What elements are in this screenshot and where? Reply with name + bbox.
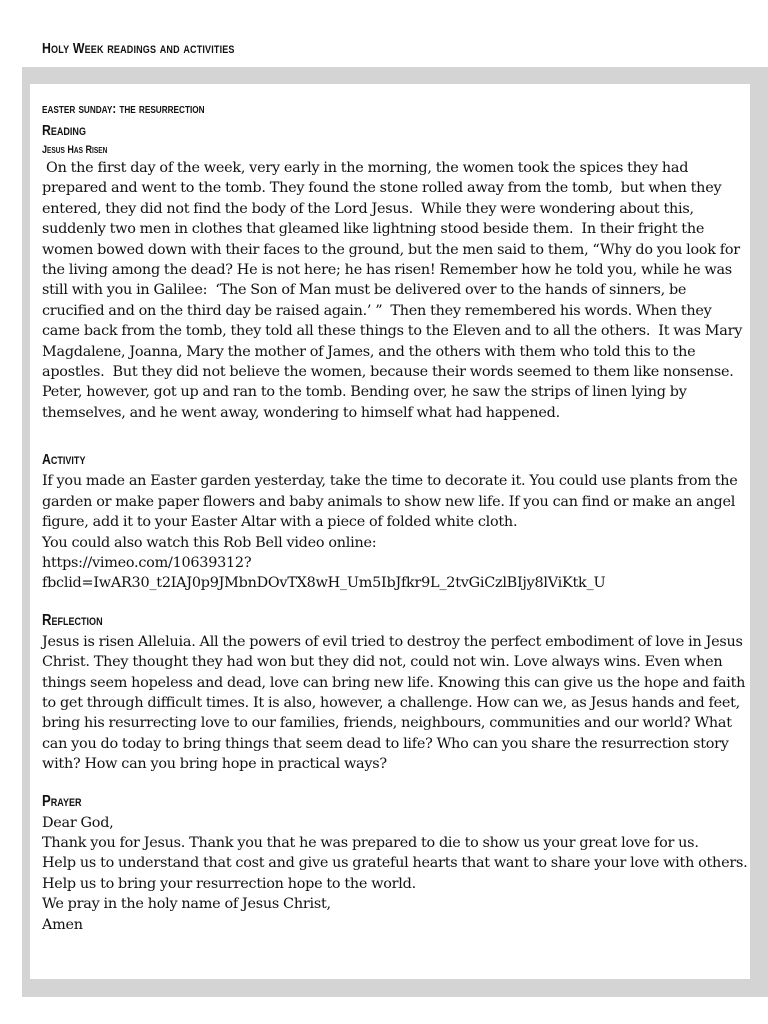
prayer-line: We pray in the holy name of Jesus Christ, <box>42 896 331 913</box>
activity-url-line-1[interactable]: https://vimeo.com/10639312? <box>42 554 252 571</box>
reflection-text: Jesus is risen Alleluia. All the powers of evil tried to destroy the perfect embodiment of love in Jesus Christ. They thought they had won but they did not, could not win. Love always wins. Even when things seem hopeless and dead, love can bring new life. Knowing this can give us the hope and faith to get through difficult times. It is also, however, a challenge. How can we, as Jesus hands and feet, bring his resurrecting love to our families, friends, neighbours, communities and our world? What can you do today to bring things that seem dead to life? Who can you share the resurrection story with? How can you bring hope in practical ways? <box>42 633 746 773</box>
prayer-line: Help us to understand that cost and give us grateful hearts that want to share your love with others. <box>42 855 748 872</box>
activity-video-line: You could also watch this Rob Bell video online: <box>42 534 377 551</box>
prayer-line: Dear God, <box>42 814 114 831</box>
reading-heading: Reading <box>42 122 86 139</box>
document-body <box>42 98 748 935</box>
prayer-line: Thank you for Jesus. Thank you that he was prepared to die to show us your great love for us. <box>42 834 699 851</box>
activity-text: If you made an Easter garden yesterday, take the time to decorate it. You could use plants from the garden or make paper flowers and baby animals to show new life. If you can find or make an angel figure, add it to your Easter Altar with a piece of folded white cloth. <box>42 473 738 531</box>
activity-heading: Activity <box>42 451 86 469</box>
prayer-heading: Prayer <box>42 792 82 810</box>
reflection-heading: Reflection <box>42 611 103 629</box>
reading-subheading: Jesus Has Risen <box>42 144 108 156</box>
activity-url-line-2[interactable]: fbclid=IwAR30_t2IAJ0p9JMbnDOvTX8wH_Um5IbJfkr9L_2tvGiCzlBIjy8lViKtk_U <box>42 575 606 592</box>
prayer-line: Amen <box>42 916 83 933</box>
section-title: easter sunday: the resurrection <box>42 100 205 116</box>
content-panel <box>30 84 750 979</box>
reading-text: On the first day of the week, very early in the morning, the women took the spices they had prepared and went to the tomb. They found the stone rolled away from the tomb, but when they entered, they did not find the body of the Lord Jesus. While they were wondering about this, suddenly two men in clothes that gleamed like lightning stood beside them. In their fright the women bowed down with their faces to the ground, but the men said to them, “Why do you look for the living among the dead? He is not here; he has risen! Remember how he told you, while he was still with you in Galilee: ‘The Son of Man must be delivered over to the hands of sinners, be crucified and on the third day be raised again.’ ” Then they remembered his words. When they came back from the tomb, they told all these things to the Eleven and to all the others. It was Mary Magdalene, Joanna, Mary the mother of James, and the others with them who told this to the apostles. But they did not believe the women, because their words seemed to them like nonsense. Peter, however, got up and ran to the tomb. Bending over, he saw the strips of linen lying by themselves, and he went away, wondering to himself what had happened. <box>42 160 747 421</box>
prayer-line: Help us to bring your resurrection hope to the world. <box>42 875 416 892</box>
page-title: Holy Week readings and activities <box>42 40 235 57</box>
